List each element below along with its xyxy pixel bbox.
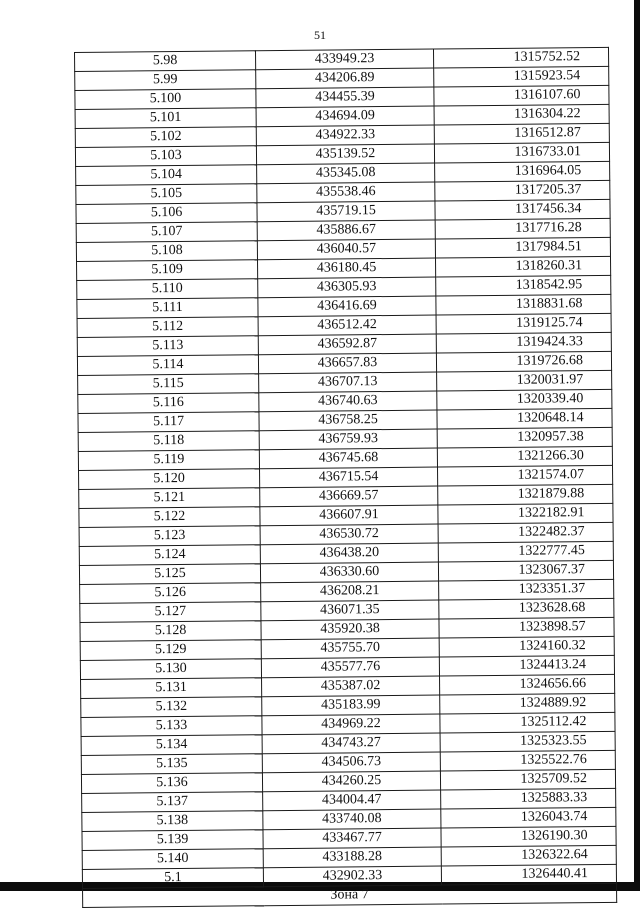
point-number-cell: 5.131 [81,678,262,699]
point-number-cell: 5.108 [76,241,257,262]
x-coordinate-cell: 436071.35 [261,600,439,621]
x-coordinate-cell: 436530.72 [260,524,438,545]
y-coordinate-cell: 1317984.51 [435,237,610,258]
y-coordinate-cell: 1320339.40 [437,389,612,410]
y-coordinate-cell: 1322182.91 [438,503,613,524]
y-coordinate-cell: 1325883.33 [441,788,616,809]
x-coordinate-cell: 436669.57 [260,486,438,507]
point-number-cell: 5.137 [82,792,263,813]
point-number-cell: 5.119 [78,450,259,471]
point-number-cell: 5.140 [82,849,263,870]
point-number-cell: 5.102 [75,127,256,148]
y-coordinate-cell: 1320031.97 [437,370,612,391]
x-coordinate-cell: 436592.87 [258,334,436,355]
y-coordinate-cell: 1323067.37 [438,560,613,581]
point-number-cell: 5.109 [77,260,258,281]
x-coordinate-cell: 434922.33 [256,125,434,146]
point-number-cell: 5.101 [75,108,256,129]
x-coordinate-cell: 434743.27 [262,733,440,754]
zone-row [83,883,617,907]
x-coordinate-cell: 436330.60 [260,562,438,583]
x-coordinate-cell: 434004.47 [263,790,441,811]
x-coordinate-cell: 435719.15 [257,201,435,222]
y-coordinate-cell: 1324160.32 [439,636,614,657]
point-number-cell: 5.112 [77,317,258,338]
point-number-cell: 5.121 [79,488,260,509]
y-coordinate-cell: 1320648.14 [437,408,612,429]
y-coordinate-cell: 1323351.37 [439,579,614,600]
x-coordinate-cell: 432902.33 [263,866,441,887]
point-number-cell: 5.117 [78,412,259,433]
point-number-cell: 5.138 [82,811,263,832]
x-coordinate-cell: 433467.77 [263,828,441,849]
y-coordinate-cell: 1318260.31 [435,256,610,277]
point-number-cell: 5.124 [79,545,260,566]
x-coordinate-cell: 436305.93 [258,277,436,298]
y-coordinate-cell: 1324656.66 [440,674,615,695]
y-coordinate-cell: 1326440.41 [441,864,616,885]
x-coordinate-cell: 435920.38 [261,619,439,640]
point-number-cell: 5.130 [80,659,261,680]
x-coordinate-cell: 436715.54 [260,467,438,488]
y-coordinate-cell: 1325112.42 [440,712,615,733]
x-coordinate-cell: 435886.67 [257,220,435,241]
point-number-cell: 5.129 [80,640,261,661]
point-number-cell: 5.134 [81,735,262,756]
x-coordinate-cell: 435755.70 [261,638,439,659]
y-coordinate-cell: 1315752.52 [433,47,608,68]
point-number-cell: 5.116 [78,393,259,414]
x-coordinate-cell: 435577.76 [261,657,439,678]
point-number-cell: 5.120 [79,469,260,490]
point-number-cell: 5.107 [76,222,257,243]
point-number-cell: 5.113 [77,336,258,357]
x-coordinate-cell: 436208.21 [261,581,439,602]
point-number-cell: 5.127 [80,602,261,623]
point-number-cell: 5.135 [81,754,262,775]
page-edge-right [634,0,640,891]
x-coordinate-cell: 434969.22 [262,714,440,735]
y-coordinate-cell: 1321266.30 [437,446,612,467]
x-coordinate-cell: 435538.46 [257,182,435,203]
point-number-cell: 5.111 [77,298,258,319]
y-coordinate-cell: 1316107.60 [434,85,609,106]
x-coordinate-cell: 434455.39 [256,87,434,108]
x-coordinate-cell: 436758.25 [259,410,437,431]
point-number-cell: 5.1 [82,868,263,889]
x-coordinate-cell: 433740.08 [263,809,441,830]
y-coordinate-cell: 1324889.92 [440,693,615,714]
x-coordinate-cell: 433949.23 [255,49,433,70]
point-number-cell: 5.105 [76,184,257,205]
point-number-cell: 5.118 [78,431,259,452]
x-coordinate-cell: 434206.89 [256,68,434,89]
x-coordinate-cell: 434260.25 [262,771,440,792]
y-coordinate-cell: 1317205.37 [435,180,610,201]
coordinates-table-body [75,47,617,888]
x-coordinate-cell: 436740.63 [259,391,437,412]
y-coordinate-cell: 1322777.45 [438,541,613,562]
y-coordinate-cell: 1321574.07 [438,465,613,486]
point-number-cell: 5.103 [75,146,256,167]
x-coordinate-cell: 436416.69 [258,296,436,317]
y-coordinate-cell: 1316512.87 [434,123,609,144]
point-number-cell: 5.132 [81,697,262,718]
point-number-cell: 5.126 [80,583,261,604]
point-number-cell: 5.125 [79,564,260,585]
y-coordinate-cell: 1316304.22 [434,104,609,125]
y-coordinate-cell: 1319125.74 [436,313,611,334]
y-coordinate-cell: 1326322.64 [441,845,616,866]
point-number-cell: 5.99 [75,70,256,91]
x-coordinate-cell: 436607.91 [260,505,438,526]
x-coordinate-cell: 436657.83 [258,353,436,374]
point-number-cell: 5.115 [78,374,259,395]
y-coordinate-cell: 1323898.57 [439,617,614,638]
x-coordinate-cell: 433188.28 [263,847,441,868]
x-coordinate-cell: 434506.73 [262,752,440,773]
point-number-cell: 5.104 [76,165,257,186]
point-number-cell: 5.106 [76,203,257,224]
y-coordinate-cell: 1326190.30 [441,826,616,847]
x-coordinate-cell: 436707.13 [259,372,437,393]
x-coordinate-cell: 435387.02 [262,676,440,697]
x-coordinate-cell: 436759.93 [259,429,437,450]
x-coordinate-cell: 436512.42 [258,315,436,336]
y-coordinate-cell: 1325323.55 [440,731,615,752]
point-number-cell: 5.136 [81,773,262,794]
page-number: 51 [314,28,326,42]
point-number-cell: 5.100 [75,89,256,110]
x-coordinate-cell: 436180.45 [258,258,436,279]
y-coordinate-cell: 1319424.33 [436,332,611,353]
y-coordinate-cell: 1318831.68 [436,294,611,315]
point-number-cell: 5.98 [75,51,256,72]
y-coordinate-cell: 1325522.76 [440,750,615,771]
x-coordinate-cell: 434694.09 [256,106,434,127]
y-coordinate-cell: 1320957.38 [437,427,612,448]
y-coordinate-cell: 1322482.37 [438,522,613,543]
y-coordinate-cell: 1326043.74 [441,807,616,828]
x-coordinate-cell: 435345.08 [257,163,435,184]
y-coordinate-cell: 1323628.68 [439,598,614,619]
x-coordinate-cell: 435139.52 [256,144,434,165]
point-number-cell: 5.133 [81,716,262,737]
point-number-cell: 5.114 [77,355,258,376]
point-number-cell: 5.123 [79,526,260,547]
x-coordinate-cell: 436745.68 [259,448,437,469]
y-coordinate-cell: 1317716.28 [435,218,610,239]
point-number-cell: 5.110 [77,279,258,300]
x-coordinate-cell: 436438.20 [260,543,438,564]
y-coordinate-cell: 1321879.88 [438,484,613,505]
x-coordinate-cell: 436040.57 [257,239,435,260]
zone-label: Зона 7 [83,883,617,907]
y-coordinate-cell: 1316964.05 [435,161,610,182]
y-coordinate-cell: 1315923.54 [434,66,609,87]
x-coordinate-cell: 435183.99 [262,695,440,716]
point-number-cell: 5.128 [80,621,261,642]
y-coordinate-cell: 1318542.95 [436,275,611,296]
y-coordinate-cell: 1325709.52 [440,769,615,790]
y-coordinate-cell: 1316733.01 [434,142,609,163]
y-coordinate-cell: 1317456.34 [435,199,610,220]
point-number-cell: 5.122 [79,507,260,528]
coordinates-table [74,47,617,908]
y-coordinate-cell: 1324413.24 [439,655,614,676]
y-coordinate-cell: 1319726.68 [436,351,611,372]
point-number-cell: 5.139 [82,830,263,851]
coordinates-table-wrapper [74,47,616,908]
